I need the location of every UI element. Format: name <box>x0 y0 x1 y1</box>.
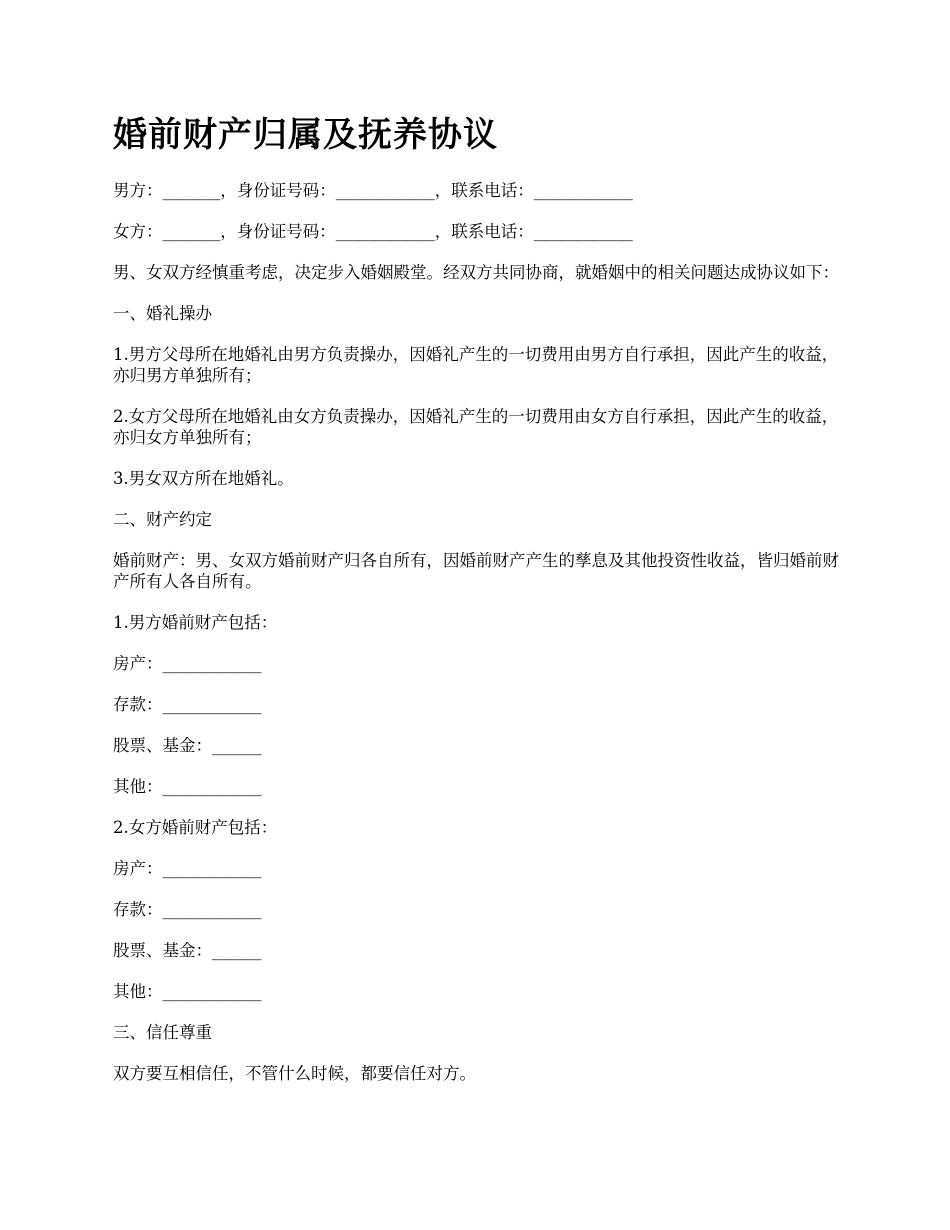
female-party-info: 女方：_______，身份证号码：____________，联系电话：____________ <box>113 222 633 241</box>
male-party-info: 男方：_______，身份证号码：____________，联系电话：____________ <box>113 181 633 200</box>
property-field-stocks: 股票、基金：______ <box>113 941 262 960</box>
preamble-paragraph: 男、女双方经慎重考虑，决定步入婚姻殿堂。经双方共同协商，就婚姻中的相关问题达成协议如下： <box>113 263 839 282</box>
property-field-savings: 存款：____________ <box>113 695 262 714</box>
clause-paragraph: 3.男女双方所在地婚礼。 <box>113 469 294 488</box>
section-heading-trust: 三、信任尊重 <box>113 1023 212 1042</box>
clause-paragraph: 1.男方父母所在地婚礼由男方负责操办，因婚礼产生的一切费用由男方自行承担，因此产生的收益，亦归男方单独所有； <box>113 345 839 385</box>
clause-paragraph: 2.女方父母所在地婚礼由女方负责操办，因婚礼产生的一切费用由女方自行承担，因此产生的收益，亦归女方单独所有； <box>113 407 839 447</box>
property-intro-paragraph: 婚前财产：男、女双方婚前财产归各自所有，因婚前财产产生的孳息及其他投资性收益，皆归婚前财产所有人各自所有。 <box>113 551 839 591</box>
property-field-other: 其他：____________ <box>113 982 262 1001</box>
document-title: 婚前财产归属及抚养协议 <box>113 115 498 155</box>
property-field-house: 房产：____________ <box>113 859 262 878</box>
female-property-heading: 2.女方婚前财产包括： <box>113 818 278 837</box>
section-heading-property: 二、财产约定 <box>113 510 212 529</box>
section-heading-wedding: 一、婚礼操办 <box>113 304 212 323</box>
document-page <box>113 112 843 1104</box>
property-field-house: 房产：____________ <box>113 654 262 673</box>
property-field-other: 其他：____________ <box>113 777 262 796</box>
property-field-savings: 存款：____________ <box>113 900 262 919</box>
trust-paragraph: 双方要互相信任，不管什么时候，都要信任对方。 <box>113 1064 476 1083</box>
property-field-stocks: 股票、基金：______ <box>113 736 262 755</box>
male-property-heading: 1.男方婚前财产包括： <box>113 613 278 632</box>
